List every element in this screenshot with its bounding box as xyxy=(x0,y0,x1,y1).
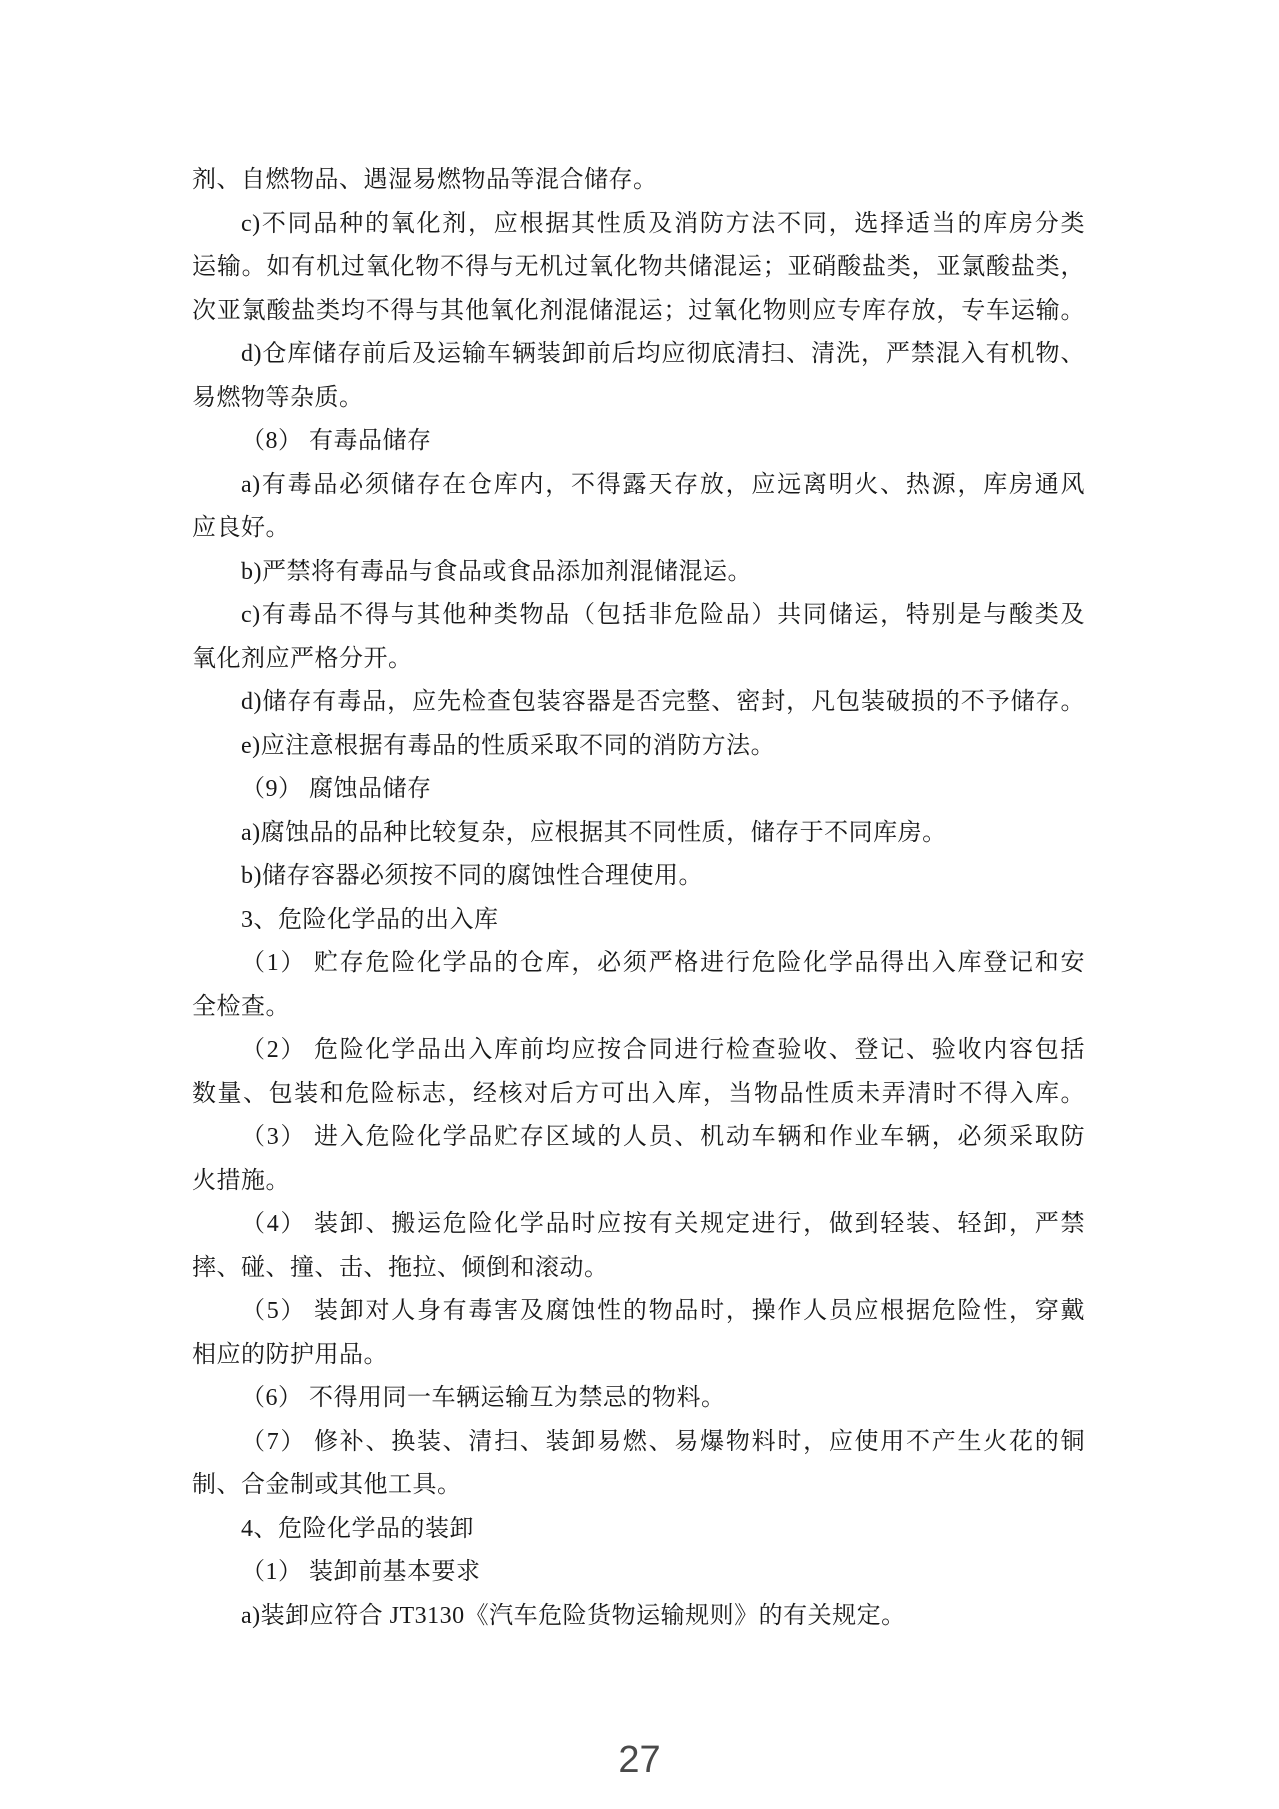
text-line: 氧化剂应严格分开。 xyxy=(192,645,413,672)
text-line: 次亚氯酸盐类均不得与其他氧化剂混储混运；过氧化物则应专库存放，专车运输。 xyxy=(192,297,1085,324)
text-line: （5） 装卸对人身有毒害及腐蚀性的物品时，操作人员应根据危险性，穿戴 xyxy=(241,1298,1085,1324)
text-line: 火措施。 xyxy=(192,1167,290,1194)
text-line: a)腐蚀品的品种比较复杂，应根据其不同性质，储存于不同库房。 xyxy=(241,819,947,846)
text-line: （1） 装卸前基本要求 xyxy=(241,1559,481,1585)
text-line: 应良好。 xyxy=(192,515,290,541)
text-block xyxy=(192,159,1085,1638)
text-line: c)不同品种的氧化剂，应根据其性质及消防方法不同，选择适当的库房分类 xyxy=(241,210,1085,237)
text-line: a)装卸应符合 JT3130《汽车危险货物运输规则》的有关规定。 xyxy=(241,1602,906,1629)
text-line: （6） 不得用同一车辆运输互为禁忌的物料。 xyxy=(241,1385,726,1411)
text-line: 摔、碰、撞、击、拖拉、倾倒和滚动。 xyxy=(192,1254,609,1281)
text-line: 易燃物等杂质。 xyxy=(192,384,364,411)
text-line: d)仓库储存前后及运输车辆装卸前后均应彻底清扫、清洗，严禁混入有机物、 xyxy=(241,341,1085,367)
text-line: 全检查。 xyxy=(192,993,290,1020)
text-line: （7） 修补、换装、清扫、装卸易燃、易爆物料时，应使用不产生火花的铜 xyxy=(241,1428,1085,1455)
text-line: a)有毒品必须储存在仓库内，不得露天存放，应远离明火、热源，库房通风 xyxy=(241,471,1085,498)
text-line: （3） 进入危险化学品贮存区域的人员、机动车辆和作业车辆，必须采取防 xyxy=(241,1124,1085,1150)
text-line: d)储存有毒品，应先检查包装容器是否完整、密封，凡包装破损的不予储存。 xyxy=(241,689,1085,715)
page-number: 27 xyxy=(618,1739,661,1781)
text-line: 运输。如有机过氧化物不得与无机过氧化物共储混运；亚硝酸盐类，亚氯酸盐类， xyxy=(192,254,1085,280)
text-line: 3、危险化学品的出入库 xyxy=(241,906,499,933)
text-line: （4） 装卸、搬运危险化学品时应按有关规定进行，做到轻装、轻卸，严禁 xyxy=(241,1211,1085,1237)
text-line: （9） 腐蚀品储存 xyxy=(241,776,432,802)
text-line: b)严禁将有毒品与食品或食品添加剂混储混运。 xyxy=(241,558,752,585)
text-line: b)储存容器必须按不同的腐蚀性合理使用。 xyxy=(241,863,703,889)
text-line: （2） 危险化学品出入库前均应按合同进行检查验收、登记、验收内容包括 xyxy=(241,1037,1085,1063)
text-line: 数量、包装和危险标志，经核对后方可出入库，当物品性质未弄清时不得入库。 xyxy=(192,1080,1085,1107)
text-line: e)应注意根据有毒品的性质采取不同的消防方法。 xyxy=(241,732,776,759)
text-line: c)有毒品不得与其他种类物品（包括非危险品）共同储运，特别是与酸类及 xyxy=(241,602,1085,628)
text-line: 相应的防护用品。 xyxy=(192,1341,388,1368)
text-line: 4、危险化学品的装卸 xyxy=(241,1515,474,1542)
text-line: 制、合金制或其他工具。 xyxy=(192,1472,462,1498)
text-line: 剂、自燃物品、遇湿易燃物品等混合储存。 xyxy=(192,167,658,193)
text-line: （8） 有毒品储存 xyxy=(241,428,432,454)
text-line: （1） 贮存危险化学品的仓库，必须严格进行危险化学品得出入库登记和安 xyxy=(241,950,1085,976)
